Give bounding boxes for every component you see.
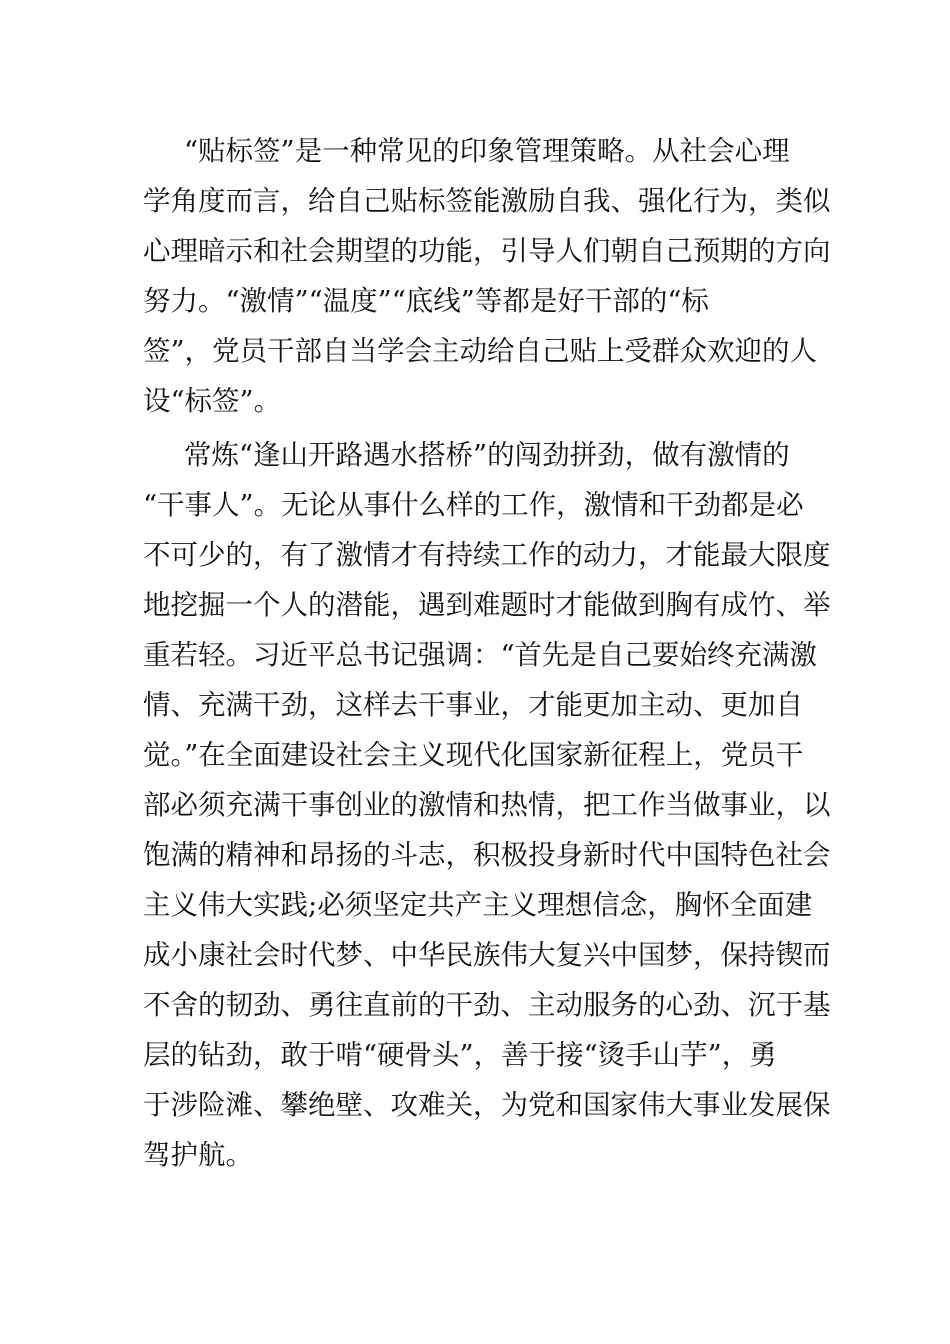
- paragraph-line: 层的钻劲，敢于啃“硬骨头”，善于接“烫手山芋”，勇: [143, 1039, 777, 1071]
- paragraph-line: 重若轻。习近平总书记强调：“首先是自己要始终充满激: [143, 639, 818, 671]
- paragraph-line: 签”，党员干部自当学会主动给自己贴上受群众欢迎的人: [143, 335, 818, 367]
- paragraph-line: 驾护航。: [143, 1139, 253, 1171]
- paragraph-line: 饱满的精神和昂扬的斗志，积极投身新时代中国特色社会: [143, 839, 831, 871]
- paragraph-line: 不可少的，有了激情才有持续工作的动力，才能最大限度: [143, 539, 831, 571]
- paragraph-line: “贴标签”是一种常见的印象管理策略。从社会心理: [184, 135, 790, 167]
- document-body: [143, 126, 831, 1180]
- paragraph-line: “干事人”。无论从事什么样的工作，激情和干劲都是必: [143, 489, 804, 521]
- paragraph-line: 情、充满干劲，这样去干事业，才能更加主动、更加自: [143, 689, 803, 721]
- paragraph-passion: [143, 430, 831, 1180]
- paragraph-labels: [143, 126, 831, 426]
- paragraph-line: 努力。“激情”“温度”“底线”等都是好干部的“标: [143, 285, 709, 317]
- paragraph-line: 主义伟大实践;必须坚定共产主义理想信念，胸怀全面建: [143, 889, 813, 921]
- paragraph-line: 部必须充满干事创业的激情和热情，把工作当做事业，以: [143, 789, 831, 821]
- paragraph-line: 常炼“逢山开路遇水搭桥”的闯劲拼劲，做有激情的: [184, 439, 790, 471]
- paragraph-line: 学角度而言，给自己贴标签能激励自我、强化行为，类似: [143, 185, 831, 217]
- paragraph-line: 觉。”在全面建设社会主义现代化国家新征程上，党员干: [143, 739, 804, 771]
- paragraph-line: 地挖掘一个人的潜能，遇到难题时才能做到胸有成竹、举: [143, 589, 831, 621]
- paragraph-line: 成小康社会时代梦、中华民族伟大复兴中国梦，保持锲而: [143, 939, 831, 971]
- paragraph-line: 设“标签”。: [143, 385, 282, 417]
- paragraph-line: 心理暗示和社会期望的功能，引导人们朝自己预期的方向: [143, 235, 831, 267]
- paragraph-line: 不舍的韧劲、勇往直前的干劲、主动服务的心劲、沉于基: [143, 989, 831, 1021]
- paragraph-line: 于涉险滩、攀绝壁、攻难关，为党和国家伟大事业发展保: [143, 1089, 831, 1121]
